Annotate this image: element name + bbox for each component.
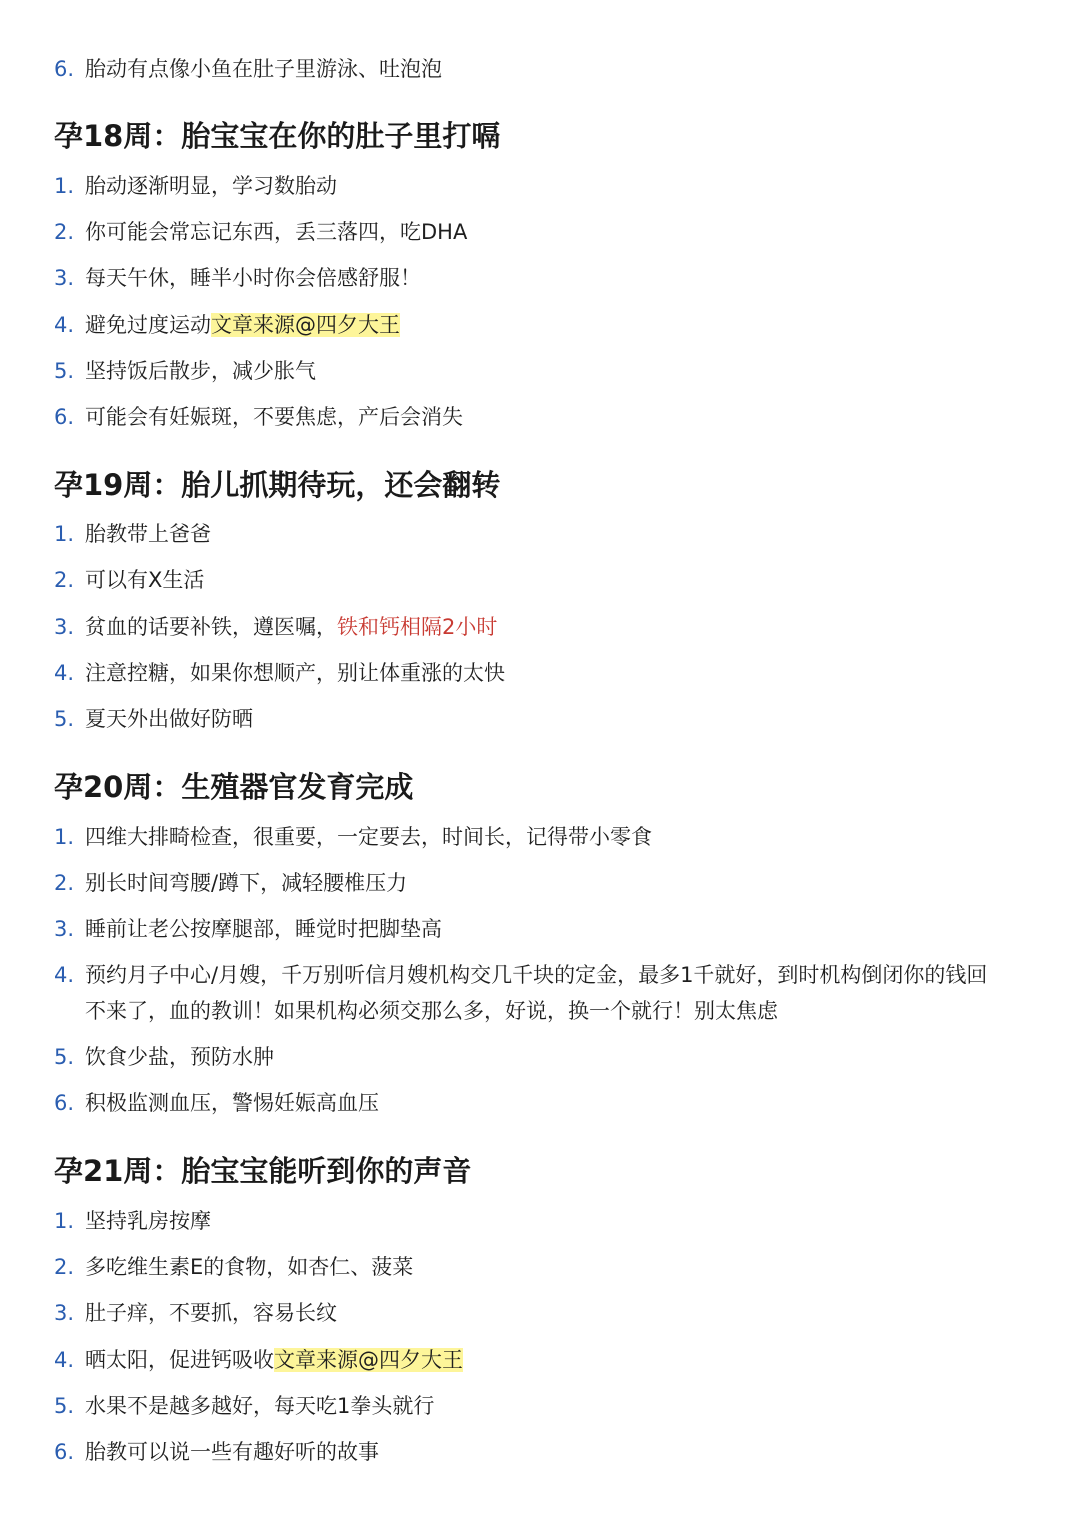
list-text-wrap xyxy=(85,609,1034,645)
list-item xyxy=(54,214,1034,250)
list-number: 3. xyxy=(54,615,75,639)
list-text-wrap xyxy=(85,307,1034,343)
list-item xyxy=(54,819,1034,855)
list-text: 夏天外出做好防晒 xyxy=(85,707,253,731)
list-number: 3. xyxy=(54,1301,75,1325)
section-heading-week20: 孕20周：生殖器官发育完成 xyxy=(54,770,414,804)
list-item xyxy=(54,1039,1034,1075)
list-number: 1. xyxy=(54,174,75,198)
list-item xyxy=(54,609,1034,645)
list-item xyxy=(54,1342,1034,1378)
list-text-line2: 不来了，血的教训！如果机构必须交那么多，好说，换一个就行！别太焦虑 xyxy=(85,999,778,1023)
list-item xyxy=(54,655,1034,691)
list-item xyxy=(54,353,1034,389)
list-item xyxy=(54,51,1034,87)
list-text: 胎动逐渐明显，学习数胎动 xyxy=(85,174,337,198)
list-number: 3. xyxy=(54,917,75,941)
section-heading-week19: 孕19周：胎儿抓期待玩，还会翻转 xyxy=(54,468,501,502)
list-number: 4. xyxy=(54,963,75,987)
list-text: 四维大排畸检查，很重要，一定要去，时间长，记得带小零食 xyxy=(85,825,652,849)
source-highlight: 文章来源@四夕大王 xyxy=(211,313,400,337)
list-item xyxy=(54,957,1034,1029)
list-text: 贫血的话要补铁，遵医嘱， xyxy=(85,615,337,639)
list-item xyxy=(54,911,1034,947)
list-item xyxy=(54,865,1034,901)
list-number: 4. xyxy=(54,1348,75,1372)
list-number: 1. xyxy=(54,1209,75,1233)
list-text: 你可能会常忘记东西，丢三落四，吃DHA xyxy=(85,220,468,244)
section-heading-week21: 孕21周：胎宝宝能听到你的声音 xyxy=(54,1154,472,1188)
list-text: 可能会有妊娠斑，不要焦虑，产后会消失 xyxy=(85,405,463,429)
list-item xyxy=(54,307,1034,343)
list-number: 5. xyxy=(54,1045,75,1069)
list-number: 2. xyxy=(54,568,75,592)
list-text-wrap xyxy=(85,1342,1034,1378)
list-number: 4. xyxy=(54,661,75,685)
list-item xyxy=(54,1295,1034,1331)
list-item xyxy=(54,1085,1034,1121)
list-number: 6. xyxy=(54,1091,75,1115)
list-text: 饮食少盐，预防水肿 xyxy=(85,1045,274,1069)
list-text: 晒太阳，促进钙吸收 xyxy=(85,1348,274,1372)
list-number: 6. xyxy=(54,405,75,429)
list-item xyxy=(54,701,1034,737)
list-text: 可以有X生活 xyxy=(85,568,205,592)
list-item xyxy=(54,1434,1034,1470)
list-number: 5. xyxy=(54,359,75,383)
list-number: 6. xyxy=(54,57,75,81)
section-heading-week18: 孕18周：胎宝宝在你的肚子里打嗝 xyxy=(54,119,501,153)
source-highlight: 文章来源@四夕大王 xyxy=(274,1348,463,1372)
list-text: 每天午休，睡半小时你会倍感舒服！ xyxy=(85,266,421,290)
list-number: 1. xyxy=(54,522,75,546)
list-text: 多吃维生素E的食物，如杏仁、菠菜 xyxy=(85,1255,414,1279)
list-text: 积极监测血压，警惕妊娠高血压 xyxy=(85,1091,379,1115)
list-text: 睡前让老公按摩腿部，睡觉时把脚垫高 xyxy=(85,917,442,941)
list-number: 2. xyxy=(54,1255,75,1279)
list-item xyxy=(54,562,1034,598)
list-text: 注意控糖，如果你想顺产，别让体重涨的太快 xyxy=(85,661,505,685)
list-item xyxy=(54,1249,1034,1285)
list-number: 5. xyxy=(54,1394,75,1418)
list-number: 4. xyxy=(54,313,75,337)
list-number: 3. xyxy=(54,266,75,290)
list-item xyxy=(54,399,1034,435)
list-number: 1. xyxy=(54,825,75,849)
list-item xyxy=(54,1203,1034,1239)
list-number: 2. xyxy=(54,220,75,244)
list-text: 胎动有点像小鱼在肚子里游泳、吐泡泡 xyxy=(85,57,442,81)
list-text: 别长时间弯腰/蹲下，减轻腰椎压力 xyxy=(85,871,408,895)
list-text: 肚子痒，不要抓，容易长纹 xyxy=(85,1301,337,1325)
list-text-line1: 预约月子中心/月嫂，千万别听信月嫂机构交几千块的定金，最多1千就好，到时机构倒闭你的钱回 xyxy=(85,963,988,987)
list-item xyxy=(54,260,1034,296)
list-number: 2. xyxy=(54,871,75,895)
list-text: 胎教可以说一些有趣好听的故事 xyxy=(85,1440,379,1464)
list-item xyxy=(54,168,1034,204)
list-text: 坚持乳房按摩 xyxy=(85,1209,211,1233)
list-text: 坚持饭后散步，减少胀气 xyxy=(85,359,316,383)
list-item xyxy=(54,1388,1034,1424)
list-text: 避免过度运动 xyxy=(85,313,211,337)
list-item xyxy=(54,516,1034,552)
list-number: 5. xyxy=(54,707,75,731)
warning-text: 铁和钙相隔2小时 xyxy=(337,615,498,639)
list-text: 胎教带上爸爸 xyxy=(85,522,211,546)
list-text-wrap xyxy=(85,957,1034,1029)
list-text: 水果不是越多越好，每天吃1拳头就行 xyxy=(85,1394,435,1418)
list-number: 6. xyxy=(54,1440,75,1464)
